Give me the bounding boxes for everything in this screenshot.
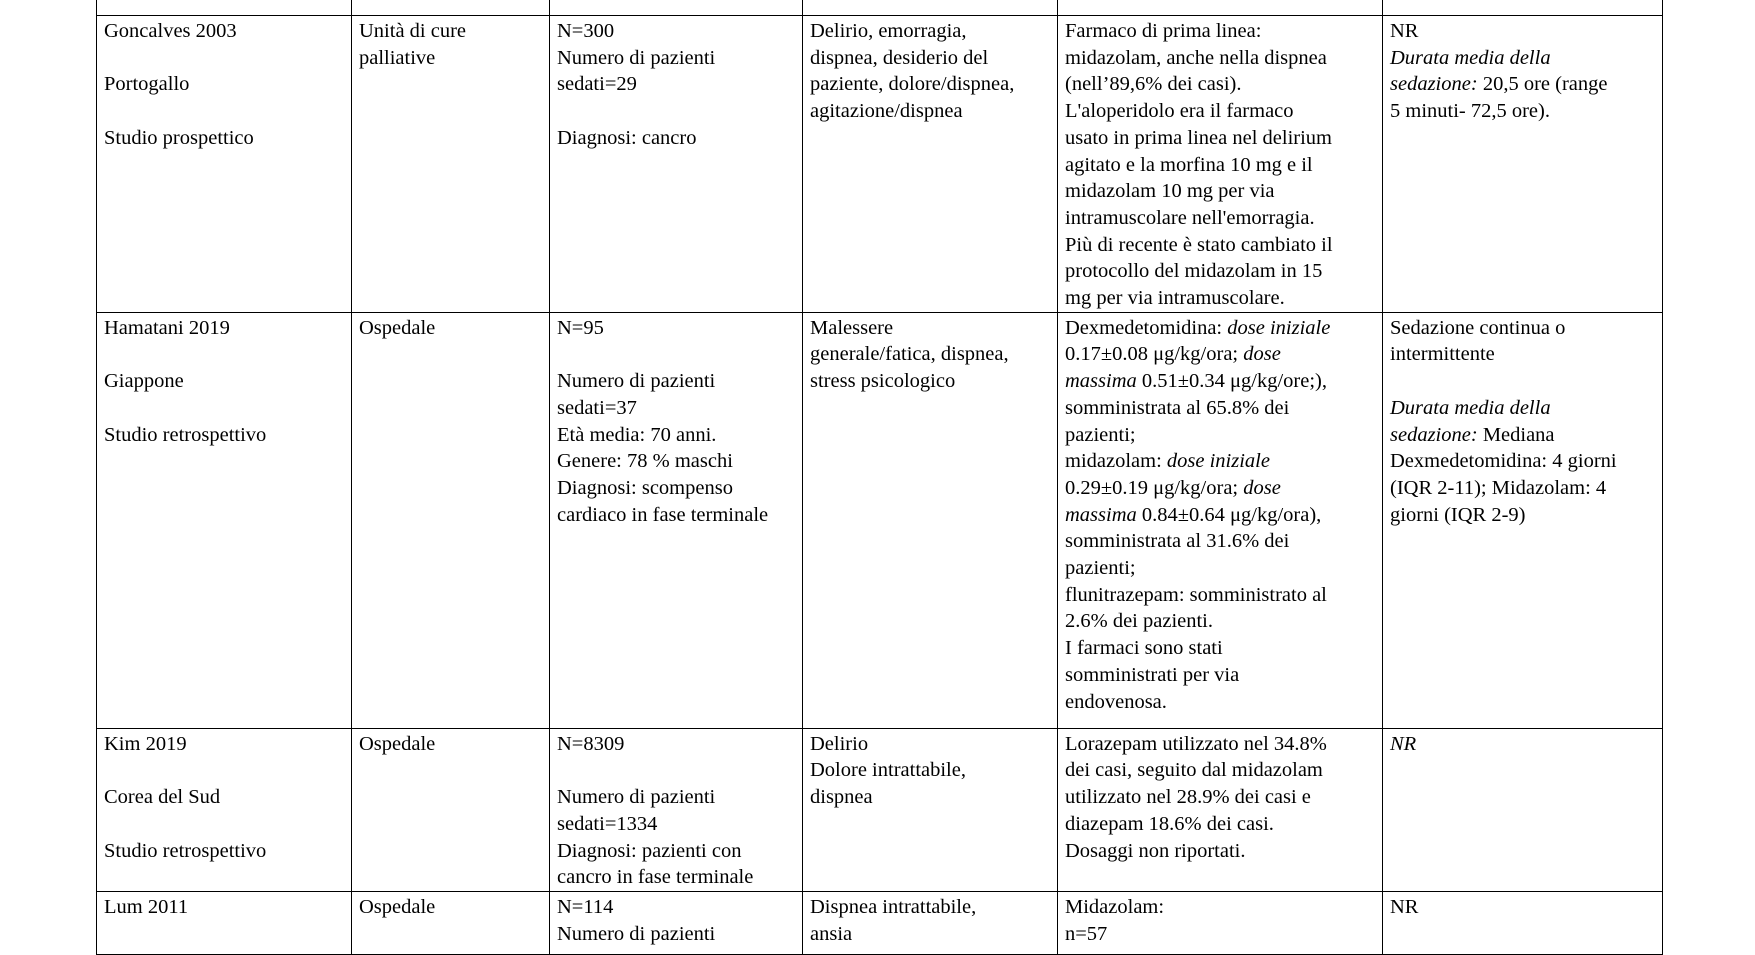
outcome-cell: NR <box>1383 728 1663 891</box>
drugs-cell: Lorazepam utilizzato nel 34.8% dei casi, seguito dal midazolam utilizzato nel 28.9% dei casi e diazepam 18.6% dei casi. Dosaggi non riportati. <box>1058 728 1383 891</box>
drug-text: Dexmedetomidina: <box>1065 316 1228 339</box>
table-row-hamatani <box>97 312 1663 728</box>
outcome-cell: NR <box>1383 891 1663 954</box>
indications-cell: Delirio, emorragia, dispnea, desiderio del paziente, dolore/dispnea, agitazione/dispnea <box>803 16 1058 313</box>
outcome-text: NR <box>1390 20 1419 42</box>
drugs-cell <box>1058 312 1383 728</box>
outcome-text: 20,5 ore (range 5 minuti- 72,5 ore). <box>1390 73 1608 123</box>
outcome-cell <box>1383 312 1663 728</box>
table-row-goncalves <box>97 16 1663 313</box>
drug-dose-label: dose massima <box>1065 476 1281 526</box>
studies-table <box>96 0 1663 955</box>
table-cell <box>352 0 550 16</box>
table-cell <box>1058 0 1383 16</box>
indications-cell: Dispnea intrattabile, ansia <box>803 891 1058 954</box>
indications-cell: Malessere generale/fatica, dispnea, stress psicologico <box>803 312 1058 728</box>
setting-cell: Ospedale <box>352 312 550 728</box>
study-cell: Goncalves 2003 Portogallo Studio prospettico <box>97 16 352 313</box>
setting-cell: Ospedale <box>352 891 550 954</box>
population-cell: N=114 Numero di pazienti <box>550 891 803 954</box>
drug-text: 0.17±0.08 μg/kg/ora; <box>1065 343 1239 366</box>
study-cell: Hamatani 2019 Giappone Studio retrospettivo <box>97 312 352 728</box>
drug-text: 0.51±0.34 μg/kg/ore;), somministrata al 65.8% dei pazienti; midazolam: <box>1065 370 1327 473</box>
table-cell <box>97 0 352 16</box>
drugs-cell: Midazolam: n=57 <box>1058 891 1383 954</box>
drug-dose-label: dose iniziale <box>1166 450 1270 473</box>
population-cell: N=95 Numero di pazienti sedati=37 Età media: 70 anni. Genere: 78 % maschi Diagnosi: scompenso cardiaco in fase terminale <box>550 312 803 728</box>
drug-dose-label: dose iniziale <box>1227 316 1331 339</box>
drug-text: 0.29±0.19 μg/kg/ora; <box>1065 476 1239 499</box>
drug-dose-label: dose massima <box>1065 343 1281 393</box>
table-row-header-remnant <box>97 0 1663 16</box>
outcome-text: Mediana Dexmedetomidina: 4 giorni (IQR 2-11); Midazolam: 4 giorni (IQR 2-9) <box>1390 423 1617 526</box>
population-cell: N=300 Numero di pazienti sedati=29 Diagnosi: cancro <box>550 16 803 313</box>
table-row-kim <box>97 728 1663 891</box>
outcome-label: Durata media della sedazione: <box>1390 46 1551 96</box>
setting-cell: Ospedale <box>352 728 550 891</box>
outcome-text: Sedazione continua o intermittente <box>1390 316 1566 366</box>
table-cell <box>1383 0 1663 16</box>
outcome-cell <box>1383 16 1663 313</box>
population-cell: N=8309 Numero di pazienti sedati=1334 Diagnosi: pazienti con cancro in fase terminale <box>550 728 803 891</box>
drugs-cell: Farmaco di prima linea: midazolam, anche nella dispnea (nell’89,6% dei casi). L'aloperidolo era il farmaco usato in prima linea nel delirium agitato e la morfina 10 mg e il midazolam 10 mg per via intramuscolare nell'emorragia. Più di recente è stato cambiato il protocollo del midazolam in 15 mg per via intramuscolare. <box>1058 16 1383 313</box>
table-cell <box>550 0 803 16</box>
study-cell: Lum 2011 <box>97 891 352 954</box>
table-cell <box>803 0 1058 16</box>
table-row-lum <box>97 891 1663 954</box>
drug-text: 0.84±0.64 μg/kg/ora), somministrata al 31.6% dei pazienti; flunitrazepam: somministrato al 2.6% dei pazienti. I farmaci sono stati somministrati per via endovenosa. <box>1065 503 1327 713</box>
outcome-label: Durata media della sedazione: <box>1390 396 1551 446</box>
indications-cell: Delirio Dolore intrattabile, dispnea <box>803 728 1058 891</box>
setting-cell: Unità di cure palliative <box>352 16 550 313</box>
study-cell: Kim 2019 Corea del Sud Studio retrospettivo <box>97 728 352 891</box>
